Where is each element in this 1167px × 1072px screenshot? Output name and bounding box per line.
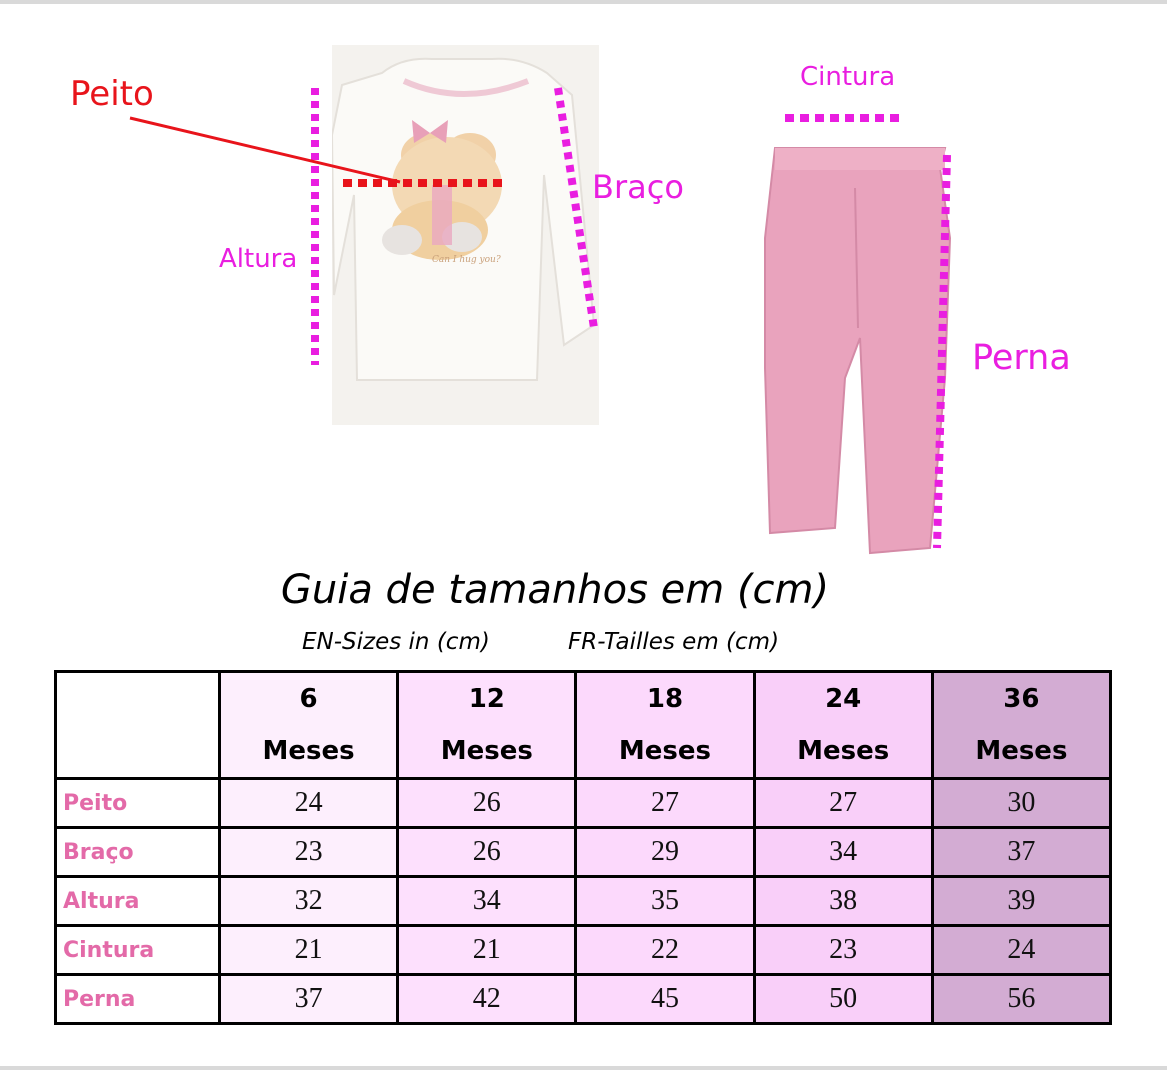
size-header-6: 6 Meses [220,672,398,779]
row-label-cintura: Cintura [56,926,220,975]
row-label-braco: Braço [56,828,220,877]
size-guide-title: Guia de tamanhos em (cm) [280,567,830,613]
shirt-print-text: Can I hug you? [432,255,501,265]
table-cell: 21 [398,926,576,975]
table-cell: 24 [220,779,398,828]
table-cell: 21 [220,926,398,975]
table-cell: 30 [932,779,1110,828]
table-cell: 56 [932,975,1110,1024]
table-cell: 24 [932,926,1110,975]
table-cell: 27 [576,779,754,828]
table-cell: 32 [220,877,398,926]
braco-label: Braço [592,168,684,206]
table-cell: 23 [220,828,398,877]
cintura-label: Cintura [800,62,896,92]
size-header-36: 36 Meses [932,672,1110,779]
table-row [56,975,1111,1024]
size-header-24: 24 Meses [754,672,932,779]
table-row [56,877,1111,926]
table-cell: 35 [576,877,754,926]
table-cell: 37 [932,828,1110,877]
peito-pointer-line [130,118,400,182]
table-cell: 42 [398,975,576,1024]
size-header-18: 18 Meses [576,672,754,779]
table-cell: 34 [398,877,576,926]
table-cell: 22 [576,926,754,975]
table-row [56,926,1111,975]
braco-line [558,88,594,328]
table-cell: 38 [754,877,932,926]
table-cell: 50 [754,975,932,1024]
size-header-12: 12 Meses [398,672,576,779]
table-row [56,779,1111,828]
peito-label: Peito [70,74,154,114]
row-label-altura: Altura [56,877,220,926]
table-cell: 26 [398,828,576,877]
table-cell: 29 [576,828,754,877]
perna-line [937,155,947,548]
table-cell: 39 [932,877,1110,926]
table-row [56,828,1111,877]
altura-label: Altura [219,244,298,274]
table-cell: 26 [398,779,576,828]
subtitle-en: EN-Sizes in (cm) [302,629,490,655]
size-header-row [56,672,1111,779]
table-cell: 27 [754,779,932,828]
table-cell: 34 [754,828,932,877]
perna-label: Perna [972,338,1071,378]
corner-cell [56,672,220,779]
table-cell: 37 [220,975,398,1024]
bottom-divider [0,1066,1167,1070]
size-table [54,670,1112,1025]
subtitle-fr: FR-Tailles em (cm) [568,629,780,655]
table-cell: 23 [754,926,932,975]
row-label-perna: Perna [56,975,220,1024]
table-cell: 45 [576,975,754,1024]
row-label-peito: Peito [56,779,220,828]
